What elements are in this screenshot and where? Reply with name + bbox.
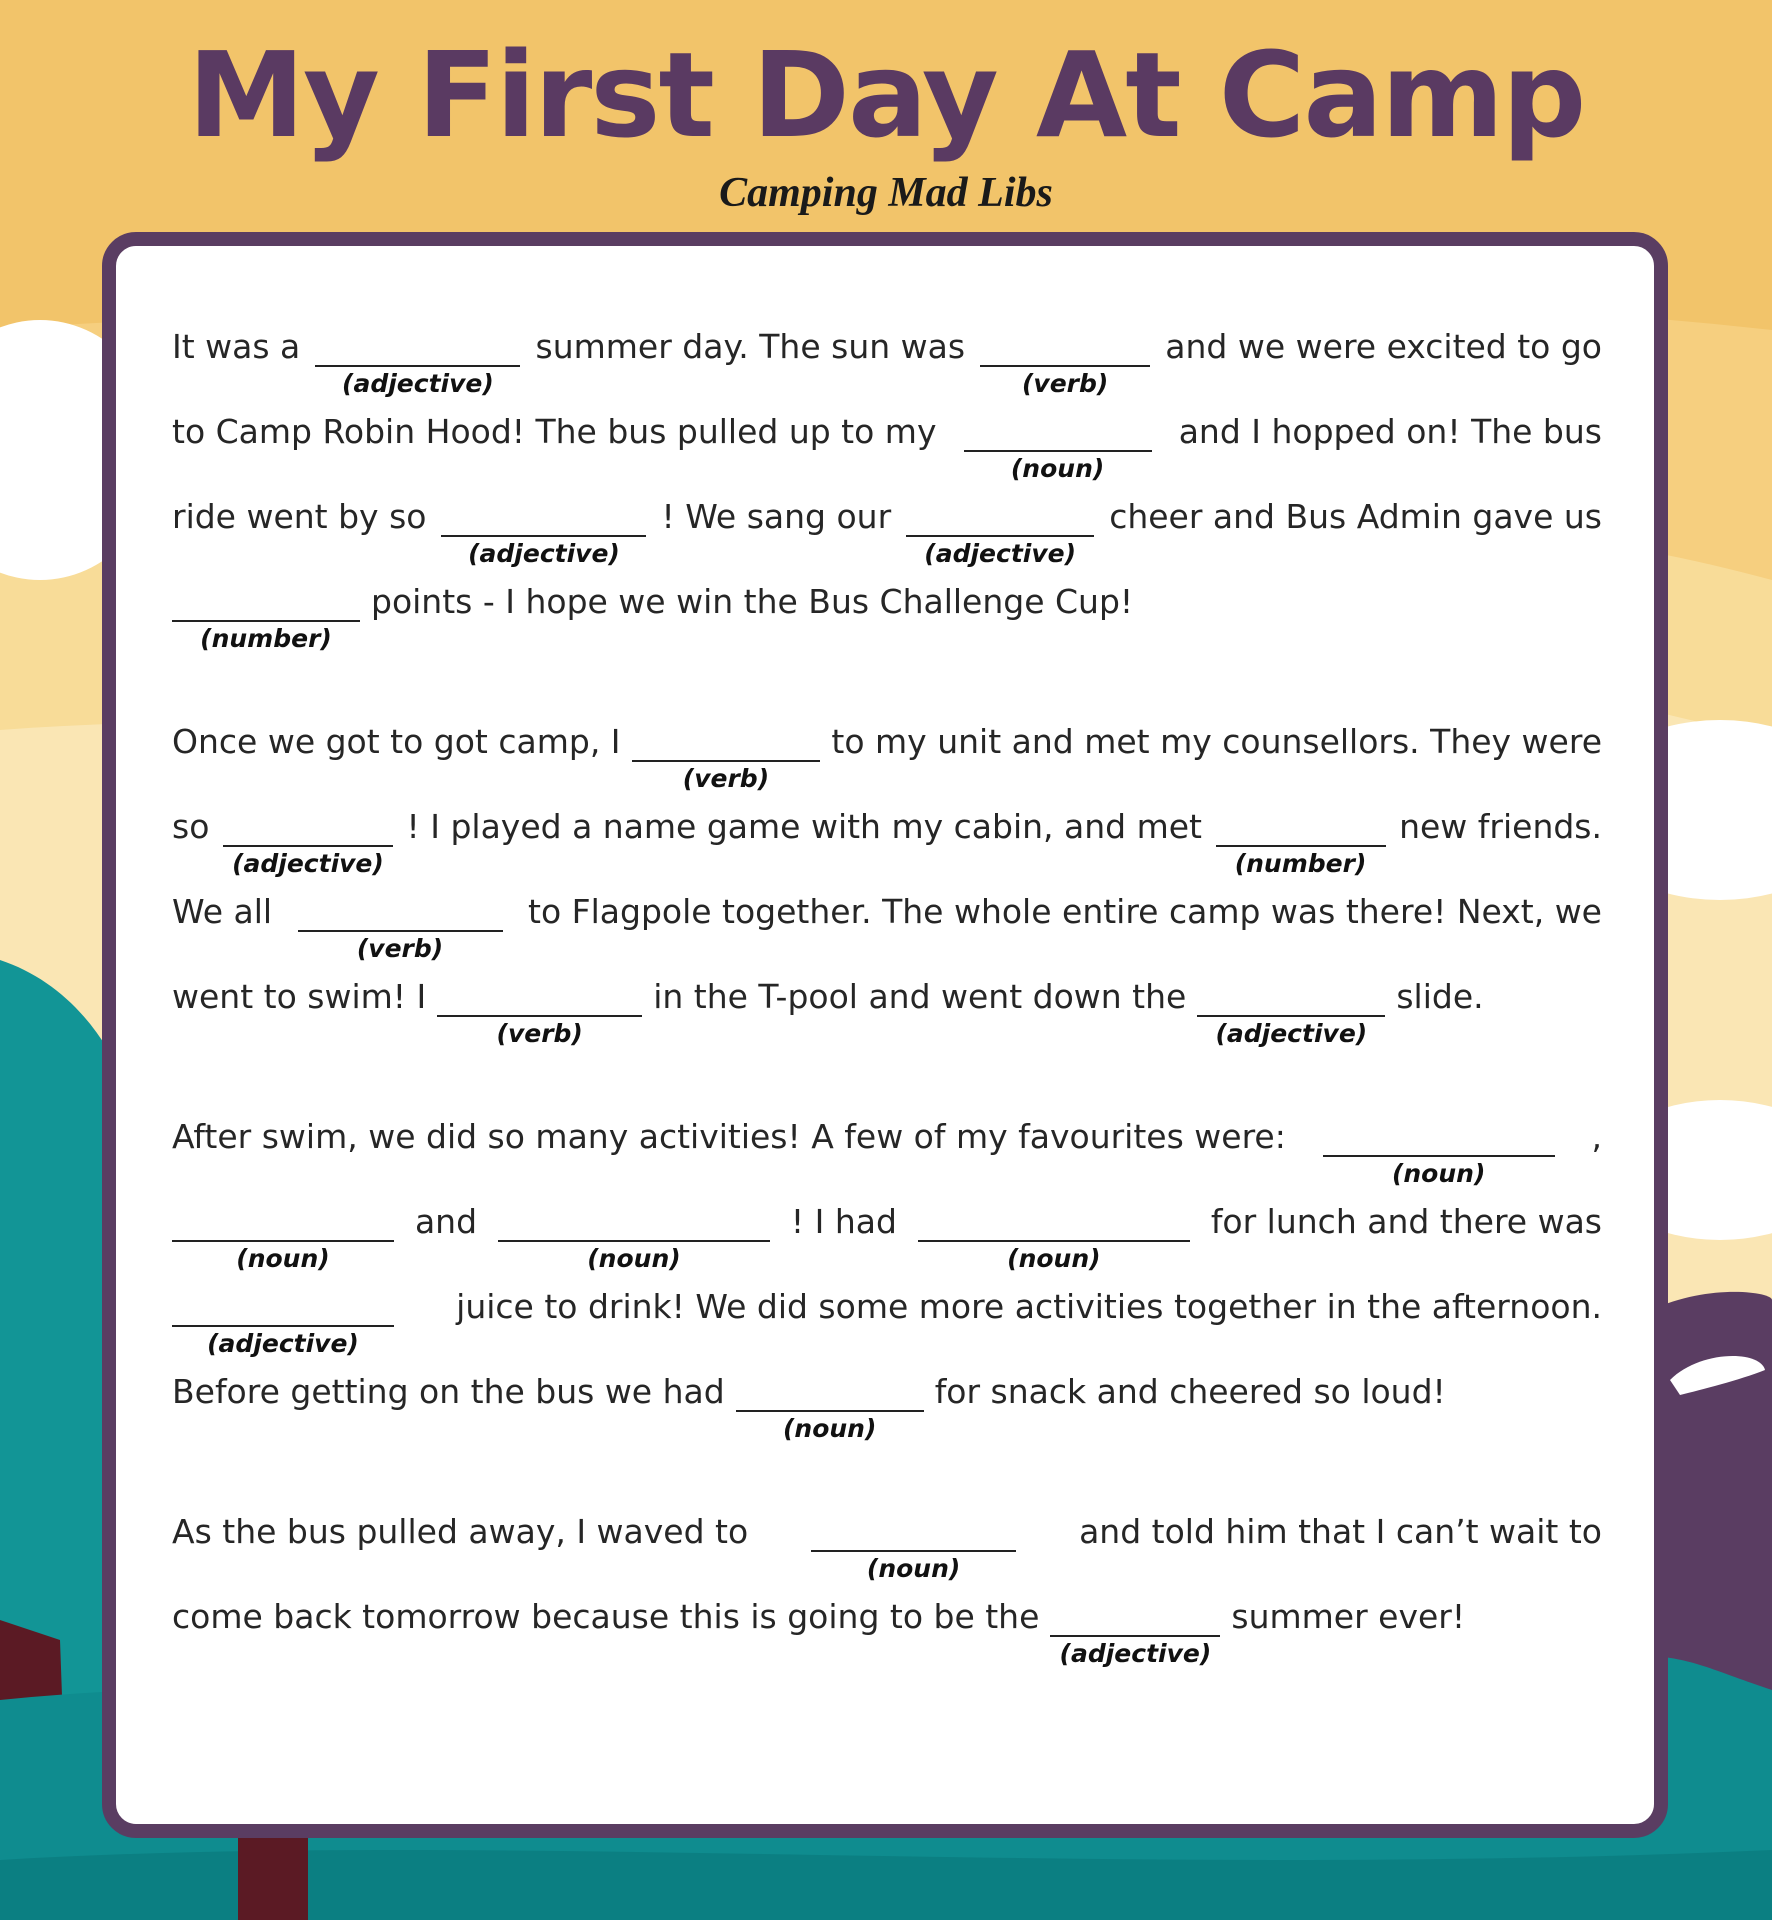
page-title: My First Day At Camp	[187, 26, 1585, 164]
story-line	[172, 792, 1602, 878]
story-paragraph	[172, 1497, 1602, 1668]
story-text: Before getting on the bus we had	[172, 1372, 725, 1411]
blank-field[interactable]	[1197, 979, 1385, 1048]
story-line	[172, 1357, 1602, 1443]
story-text: ,	[1591, 1117, 1602, 1156]
blank-field[interactable]	[298, 894, 503, 963]
story-text: ride went by so	[172, 497, 427, 536]
story-text: ! I played a name game with my cabin, and met	[406, 807, 1202, 846]
word-type-hint: (noun)	[782, 1414, 877, 1443]
blank-field[interactable]	[441, 499, 646, 568]
blank-field[interactable]	[172, 1289, 394, 1358]
story-line	[172, 962, 1602, 1048]
page-subtitle: Camping Mad Libs	[719, 170, 1053, 216]
word-type-hint: (adjective)	[1215, 1019, 1368, 1048]
story-text: It was a	[172, 327, 301, 366]
word-type-hint: (noun)	[587, 1244, 681, 1273]
blank-field[interactable]	[172, 584, 360, 653]
word-type-hint: (number)	[200, 624, 332, 653]
story-line	[172, 312, 1602, 398]
story-line	[172, 397, 1602, 483]
story-text: new friends.	[1399, 807, 1602, 846]
word-type-hint: (verb)	[496, 1019, 583, 1048]
blank-field[interactable]	[632, 724, 820, 793]
blank-field[interactable]	[918, 1204, 1190, 1273]
story-text: As the bus pulled away, I waved to	[172, 1512, 749, 1551]
story-text: for snack and cheered so loud!	[934, 1372, 1446, 1411]
word-type-hint: (verb)	[682, 764, 770, 793]
story-line	[172, 1272, 1602, 1358]
story-text: cheer and Bus Admin gave us	[1109, 497, 1602, 536]
blank-field[interactable]	[1050, 1599, 1220, 1668]
story-paragraph	[172, 1102, 1602, 1443]
word-type-hint: (noun)	[866, 1554, 961, 1583]
blank-field[interactable]	[315, 329, 520, 398]
story-text: come back tomorrow because this is going to be the	[172, 1597, 1040, 1636]
story-text: to Camp Robin Hood! The bus pulled up to my	[172, 412, 937, 451]
story-text: went to swim! I	[172, 977, 427, 1016]
blank-field[interactable]	[980, 329, 1150, 398]
story-text: ! We sang our	[661, 497, 892, 536]
blank-field[interactable]	[811, 1514, 1016, 1583]
word-type-hint: (adjective)	[342, 369, 494, 398]
story-text: to Flagpole together. The whole entire camp was there! Next, we	[528, 892, 1602, 931]
story-text: summer day. The sun was	[535, 327, 966, 366]
blank-field[interactable]	[437, 979, 642, 1048]
word-type-hint: (adjective)	[924, 539, 1077, 568]
story-text: slide.	[1396, 977, 1484, 1016]
blank-field[interactable]	[736, 1374, 924, 1443]
blank-field[interactable]	[172, 1204, 394, 1273]
story-text: juice to drink! We did some more activities together in the afternoon.	[456, 1287, 1602, 1326]
blank-field[interactable]	[964, 414, 1152, 483]
word-type-hint: (noun)	[1007, 1244, 1101, 1273]
word-type-hint: (noun)	[1391, 1159, 1486, 1188]
story-line	[172, 877, 1602, 963]
story-paragraph	[172, 707, 1602, 1048]
word-type-hint: (verb)	[356, 934, 444, 963]
blank-field[interactable]	[498, 1204, 770, 1273]
blank-field[interactable]	[906, 499, 1094, 568]
story-line	[172, 1497, 1602, 1583]
story-text: Once we got to got camp, I	[172, 722, 621, 761]
story-text: After swim, we did so many activities! A few of my favourites were:	[172, 1117, 1286, 1156]
word-type-hint: (adjective)	[1059, 1639, 1212, 1668]
story-text: in the T-pool and went down the	[653, 977, 1187, 1016]
word-type-hint: (adjective)	[232, 849, 384, 878]
word-type-hint: (adjective)	[207, 1329, 359, 1358]
word-type-hint: (noun)	[236, 1244, 330, 1273]
story-text: and we were excited to go	[1165, 327, 1602, 366]
word-type-hint: (adjective)	[468, 539, 620, 568]
blank-field[interactable]	[1216, 809, 1386, 878]
story-text: so	[172, 807, 210, 846]
story-text: summer ever!	[1231, 1597, 1466, 1636]
story-line	[172, 707, 1602, 793]
word-type-hint: (verb)	[1022, 369, 1109, 398]
story-line	[172, 1102, 1602, 1188]
story-text: and I hopped on! The bus	[1178, 412, 1602, 451]
story-line	[172, 482, 1602, 568]
story-line	[172, 1582, 1602, 1668]
story-text: for lunch and there was	[1210, 1202, 1602, 1241]
story-text: points - I hope we win the Bus Challenge Cup!	[371, 582, 1134, 621]
story-text: ! I had	[790, 1202, 897, 1241]
word-type-hint: (noun)	[1010, 454, 1105, 483]
story-text: We all	[172, 892, 273, 931]
story-content	[172, 312, 1602, 1722]
story-paragraph	[172, 312, 1602, 653]
story-line	[172, 567, 1602, 653]
story-text: to my unit and met my counsellors. They were	[831, 722, 1602, 761]
blank-field[interactable]	[1323, 1119, 1555, 1188]
blank-field[interactable]	[223, 809, 393, 878]
word-type-hint: (number)	[1234, 849, 1367, 878]
story-text: and	[414, 1202, 478, 1241]
story-line	[172, 1187, 1602, 1273]
story-text: and told him that I can’t wait to	[1079, 1512, 1602, 1551]
